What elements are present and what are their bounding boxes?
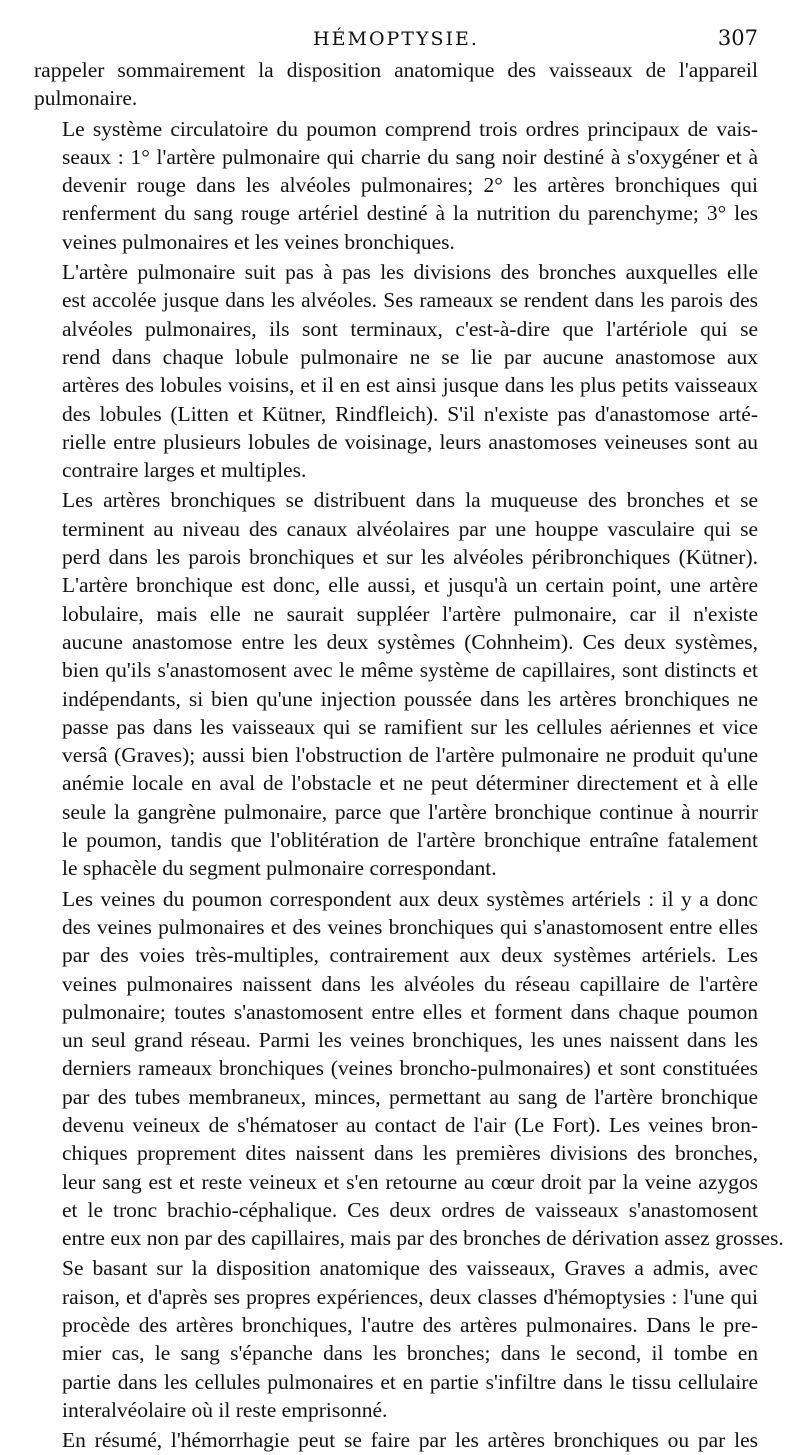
paragraph — [34, 1254, 758, 1424]
text-line: rappeler sommairement la disposition anatomique des vaisseaux de l'appareil — [34, 58, 758, 82]
page-header — [34, 0, 758, 56]
paragraph — [34, 1426, 758, 1454]
text-line: renferment du sang rouge artériel destiné à la nutrition du parenchyme; 3° les — [62, 201, 758, 226]
body-text — [34, 56, 784, 1455]
text-line: veines pulmonaires et les veines bronchiques. — [62, 229, 455, 254]
text-line: procède des artères bronchiques, l'autre des artères pulmonaires. Dans le pre- — [62, 1313, 758, 1338]
paragraph — [34, 486, 758, 882]
text-line: L'artère bronchique est donc, elle aussi, et jusqu'à un certain point, une artère — [62, 573, 758, 598]
text-line: veines pulmonaires naissent dans les alvéoles du réseau capillaire de l'artère — [62, 971, 758, 996]
text-line: par des tubes membraneux, minces, permettant au sang de l'artère bronchique — [62, 1084, 758, 1109]
text-line: des lobules (Litten et Kütner, Rindfleich). S'il n'existe pas d'anastomose arté- — [62, 401, 758, 426]
text-line: versâ (Graves); aussi bien l'obstruction de l'artère pulmonaire ne produit qu'une — [62, 743, 758, 768]
text-line: un seul grand réseau. Parmi les veines bronchiques, les unes naissent dans les — [62, 1028, 758, 1053]
text-line: rielle entre plusieurs lobules de voisinage, leurs anastomoses veineuses sont au — [62, 429, 758, 454]
text-line: pulmonaire; toutes s'anastomosent entre elles et forment dans chaque poumon — [62, 999, 758, 1024]
text-line: derniers rameaux bronchiques (veines broncho-pulmonaires) et sont constituées — [62, 1056, 758, 1081]
text-line: anémie locale en aval de l'obstacle et ne peut déterminer directement et à elle — [62, 771, 758, 796]
text-line: entre eux non par des capillaires, mais par des bronches de dérivation assez grosses. — [62, 1226, 784, 1251]
text-line: indépendants, si bien qu'une injection poussée dans les artères bronchiques ne — [62, 686, 758, 711]
text-line: Le système circulatoire du poumon comprend trois ordres principaux de vais- — [62, 116, 758, 141]
text-line: passe pas dans les vaisseaux qui se ramifient sur les cellules aériennes et vice — [62, 714, 758, 739]
text-line: interalvéolaire où il reste emprisonné. — [62, 1397, 388, 1422]
text-line: terminent au niveau des canaux alvéolaires par une houppe vasculaire qui se — [62, 516, 758, 541]
text-line: contraire larges et multiples. — [62, 458, 307, 483]
paragraph — [34, 115, 758, 256]
text-line: aucune anastomose entre les deux systèmes (Cohnheim). Ces deux systèmes, — [62, 629, 758, 654]
text-line: et le tronc brachio-céphalique. Ces deux ordres de vaisseaux s'anastomosent — [62, 1197, 758, 1222]
paragraph — [34, 885, 784, 1253]
text-line: le poumon, tandis que l'oblitération de l'artère bronchique entraîne fatalement — [62, 828, 758, 853]
text-line: des veines pulmonaires et des veines bronchiques qui s'anastomosent entre elles — [62, 914, 758, 939]
text-line: artères des lobules voisins, et il en est ainsi jusque dans les plus petits vaisseaux — [62, 373, 758, 398]
text-line: seaux : 1° l'artère pulmonaire qui charrie du sang noir destiné à s'oxygéner et à — [62, 144, 758, 169]
text-line: chiques proprement dites naissent dans les premières divisions des bronches, — [62, 1141, 758, 1166]
text-line: rend dans chaque lobule pulmonaire ne se lie par aucune anastomose aux — [62, 344, 758, 369]
text-line: alvéoles pulmonaires, ils sont terminaux, c'est-à-dire que l'artériole qui se — [62, 316, 758, 341]
text-line: le sphacèle du segment pulmonaire correspondant. — [62, 856, 497, 881]
text-line: par des voies très-multiples, contrairement aux deux systèmes artériels. Les — [62, 943, 758, 968]
text-line: Les veines du poumon correspondent aux deux systèmes artériels : il y a donc — [62, 886, 758, 911]
text-line: raison, et d'après ses propres expériences, deux classes d'hémoptysies : l'une qui — [62, 1284, 758, 1309]
text-line: leur sang est et reste veineux et s'en retourne au cœur droit par la veine azygos — [62, 1169, 758, 1194]
text-line: perd dans les parois bronchiques et sur les alvéoles péribronchiques (Kütner). — [62, 545, 758, 570]
paragraph — [34, 258, 758, 484]
text-line: bien qu'ils s'anastomosent avec le même système de capillaires, sont distincts et — [62, 658, 758, 683]
text-line: est accolée jusque dans les alvéoles. Ses rameaux se rendent dans les parois des — [62, 288, 758, 313]
text-line: seule la gangrène pulmonaire, parce que l'artère bronchique continue à nourrir — [62, 799, 758, 824]
text-line: En résumé, l'hémorrhagie peut se faire par les artères bronchiques ou par les — [62, 1428, 758, 1453]
text-line: devenu veineux de s'hématoser au contact de l'air (Le Fort). Les veines bron- — [62, 1112, 758, 1137]
text-line: partie dans les cellules pulmonaires et en partie s'infiltre dans le tissu cellulaire — [62, 1369, 758, 1394]
text-line: mier cas, le sang s'épanche dans les bronches; dans le second, il tombe en — [62, 1341, 758, 1366]
page-number: 307 — [717, 26, 758, 50]
text-line: Les artères bronchiques se distribuent dans la muqueuse des bronches et se — [62, 488, 758, 513]
text-line: devenir rouge dans les alvéoles pulmonaires; 2° les artères bronchiques qui — [62, 173, 758, 198]
paragraph — [34, 56, 758, 113]
text-line: L'artère pulmonaire suit pas à pas les divisions des bronches auxquelles elle — [62, 260, 758, 285]
text-line: lobulaire, mais elle ne saurait suppléer l'artère pulmonaire, car il n'existe — [62, 601, 758, 626]
text-line: Se basant sur la disposition anatomique des vaisseaux, Graves a admis, avec — [62, 1256, 758, 1281]
text-line: pulmonaire. — [34, 86, 138, 111]
running-title: HÉMOPTYSIE. — [313, 28, 479, 50]
